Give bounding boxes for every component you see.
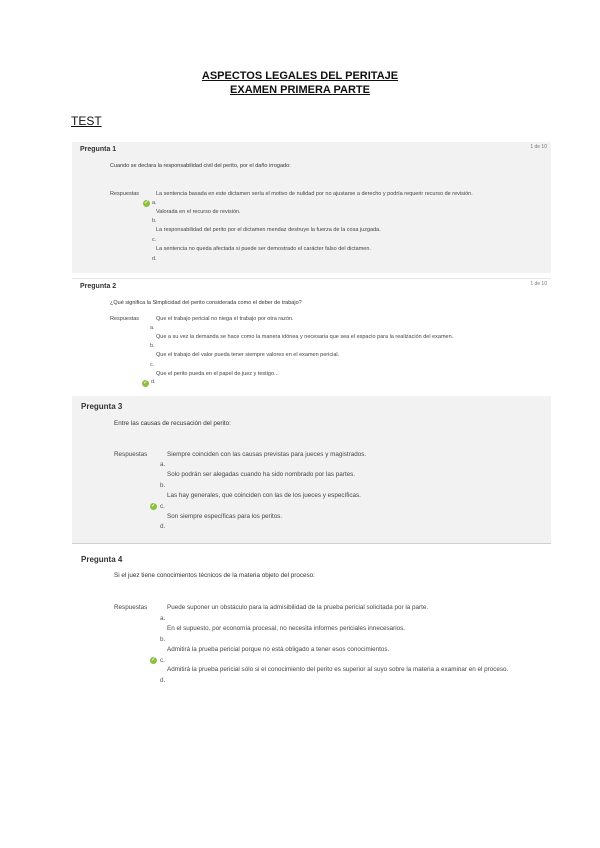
question-points: 1 de 10 xyxy=(530,281,547,287)
question-text: Entre las causas de recusación del perito: xyxy=(114,420,231,427)
answer-option[interactable]: En el supuesto, por economía procesal, no necesita informes periciales innecesarios. xyxy=(167,625,406,632)
question-number: Pregunta 3 xyxy=(81,402,123,411)
question-card-1 xyxy=(72,142,551,273)
answer-option[interactable]: La sentencia basada en este dictamen sería el motivo de nulidad por no ajustarse a derecho y podría requerir recurso de revisión. xyxy=(156,191,473,197)
option-letter: a. xyxy=(160,615,166,622)
answer-option[interactable]: Son siempre específicas para los peritos. xyxy=(167,513,283,520)
question-number: Pregunta 4 xyxy=(81,555,123,564)
question-points: 1 de 10 xyxy=(530,144,547,150)
section-heading: TEST xyxy=(71,114,102,128)
answer-option[interactable]: Siempre coinciden con las causas previstas para jueces y magistrados. xyxy=(167,451,367,458)
question-card-2 xyxy=(72,278,551,389)
question-card-4 xyxy=(72,548,551,694)
answer-option[interactable]: La sentencia no queda afectada si puede ser demostrado el carácter falso del dictamen. xyxy=(156,246,371,252)
answer-option[interactable]: Las hay generales, que coinciden con las de los jueces y específicas. xyxy=(167,492,361,499)
option-letter: a. xyxy=(150,325,155,331)
answer-option[interactable]: Que el trabajo del valor pueda tener siempre valores en el examen pericial. xyxy=(156,352,340,358)
question-text: ¿Qué significa la Simplicidad del perito considerada como el deber de trabajo? xyxy=(110,300,302,306)
question-number: Pregunta 2 xyxy=(80,283,117,290)
correct-check-icon: ✓ xyxy=(143,200,150,206)
answer-option[interactable]: Puede suponer un obstáculo para la admisibilidad de la prueba pericial solicitada por la parte. xyxy=(167,604,429,611)
answer-option[interactable]: Solo podrán ser alegadas cuando ha sido nombrado por las partes. xyxy=(167,471,355,478)
answer-label: Respuestas xyxy=(110,191,140,197)
option-letter: d. xyxy=(151,379,156,385)
answer-option[interactable]: Que el perito pueda en el papel de juez y testigo... xyxy=(156,371,279,377)
answer-label: Respuestas xyxy=(114,604,148,611)
option-letter: c. xyxy=(152,237,157,243)
option-letter: b. xyxy=(152,218,157,224)
answer-label: Respuestas xyxy=(110,316,140,322)
option-letter: b. xyxy=(150,343,155,349)
option-letter: d. xyxy=(160,523,166,530)
answer-option[interactable]: Valorada en el recurso de revisión. xyxy=(156,209,241,215)
answer-option[interactable]: Que el trabajo pericial no niega el trabajo por otra razón. xyxy=(156,316,294,322)
option-letter: a. xyxy=(160,461,166,468)
answer-option[interactable]: Que a su vez la demanda se hace como la manera idónea y necesaria que sea el espacio para la realización del examen. xyxy=(156,334,454,340)
question-text: Cuando se declara la responsabilidad civil del perito, por el daño irrogado: xyxy=(110,163,291,169)
question-text: Si el juez tiene conocimientos técnicos de la materia objeto del proceso: xyxy=(114,572,315,579)
option-letter: b. xyxy=(160,636,166,643)
option-letter: c. xyxy=(160,503,165,510)
answer-option[interactable]: Admitirá la prueba pericial porque no está obligado a tener esos conocimientos. xyxy=(167,646,390,653)
option-letter: c. xyxy=(150,362,155,368)
document-subtitle: EXAMEN PRIMERA PARTE xyxy=(230,84,370,96)
answer-option[interactable]: La responsabilidad del perito por el dictamen mendaz destruye la fuerza de la cosa juzgada. xyxy=(156,227,381,233)
question-number: Pregunta 1 xyxy=(80,146,117,153)
correct-check-icon: ✓ xyxy=(150,657,157,663)
document-title: ASPECTOS LEGALES DEL PERITAJE xyxy=(201,70,399,82)
correct-check-icon: ✓ xyxy=(150,503,157,509)
option-letter: c. xyxy=(160,657,165,664)
option-letter: d. xyxy=(160,677,166,684)
option-letter: b. xyxy=(160,482,166,489)
option-letter: d. xyxy=(152,256,157,262)
question-card-3 xyxy=(72,396,551,544)
option-letter: a. xyxy=(152,200,157,206)
answer-label: Respuestas xyxy=(114,451,148,458)
answer-option[interactable]: Admitirá la prueba pericial sólo si el conocimiento del perito es superior al suyo sobre la materia a examinar en el proceso. xyxy=(167,666,509,673)
correct-check-icon: ✓ xyxy=(142,380,149,386)
